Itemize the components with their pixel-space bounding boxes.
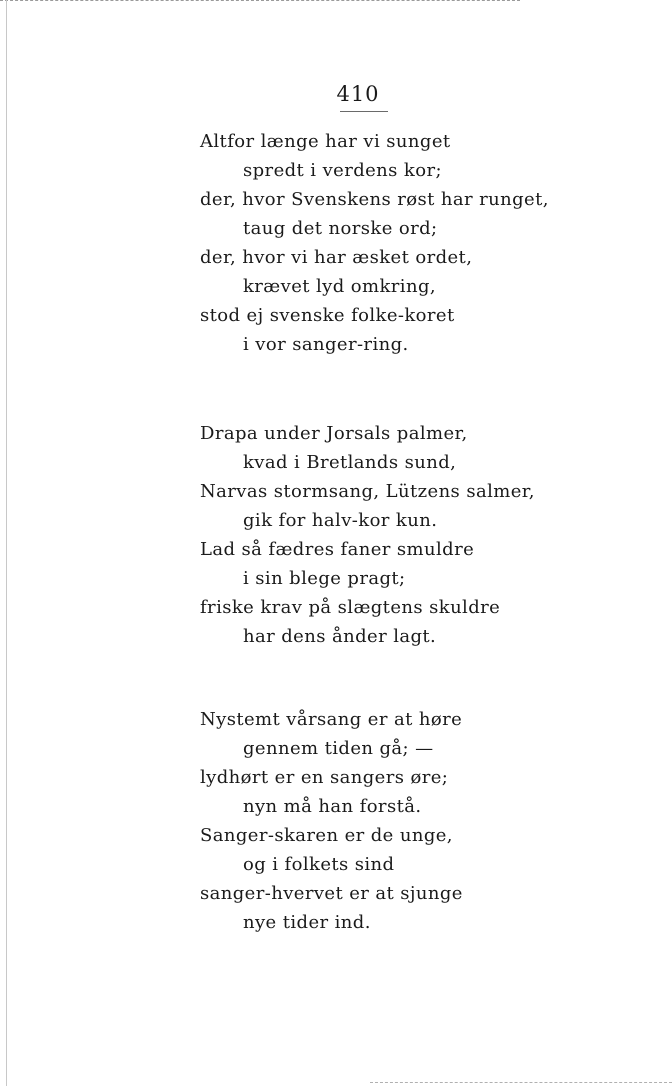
- page-edge-bottom: [370, 1082, 672, 1083]
- verse-line: kvad i Bretlands sund,: [243, 452, 457, 473]
- stanza-3: [200, 705, 640, 937]
- verse-line: Sanger-skaren er de unge,: [200, 825, 453, 846]
- verse-line: har dens ånder lagt.: [243, 626, 437, 647]
- verse-line: gik for halv-kor kun.: [243, 510, 438, 531]
- verse-line: Nystemt vårsang er at høre: [200, 709, 463, 730]
- verse-line: og i folkets sind: [243, 854, 395, 875]
- page-edge-left: [6, 0, 7, 1086]
- verse-line: nyn må han forstå.: [243, 796, 422, 817]
- verse-line: Narvas stormsang, Lützens salmer,: [200, 481, 535, 502]
- verse-line: der, hvor vi har æsket ordet,: [200, 247, 473, 268]
- verse-line: lydhørt er en sangers øre;: [200, 767, 449, 788]
- verse-line: stod ej svenske folke-koret: [200, 305, 455, 326]
- verse-line: Altfor længe har vi sunget: [200, 131, 451, 152]
- verse-line: gennem tiden gå; —: [243, 738, 434, 759]
- page-number: 410: [336, 82, 380, 106]
- verse-line: Lad så fædres faner smuldre: [200, 539, 475, 560]
- verse-line: spredt i verdens kor;: [243, 160, 442, 181]
- verse-line: i sin blege pragt;: [243, 568, 406, 589]
- verse-line: taug det norske ord;: [243, 218, 438, 239]
- verse-line: i vor sanger-ring.: [243, 334, 409, 355]
- stanza-1: [200, 127, 640, 359]
- verse-line: krævet lyd omkring,: [243, 276, 436, 297]
- page-number-rule: [340, 111, 388, 112]
- page-edge-top: [0, 0, 520, 1]
- verse-line: Drapa under Jorsals palmer,: [200, 423, 468, 444]
- verse-line: nye tider ind.: [243, 912, 371, 933]
- verse-line: sanger-hvervet er at sjunge: [200, 883, 463, 904]
- stanza-2: [200, 419, 640, 651]
- verse-line: der, hvor Svenskens røst har runget,: [200, 189, 549, 210]
- verse-line: friske krav på slægtens skuldre: [200, 597, 501, 618]
